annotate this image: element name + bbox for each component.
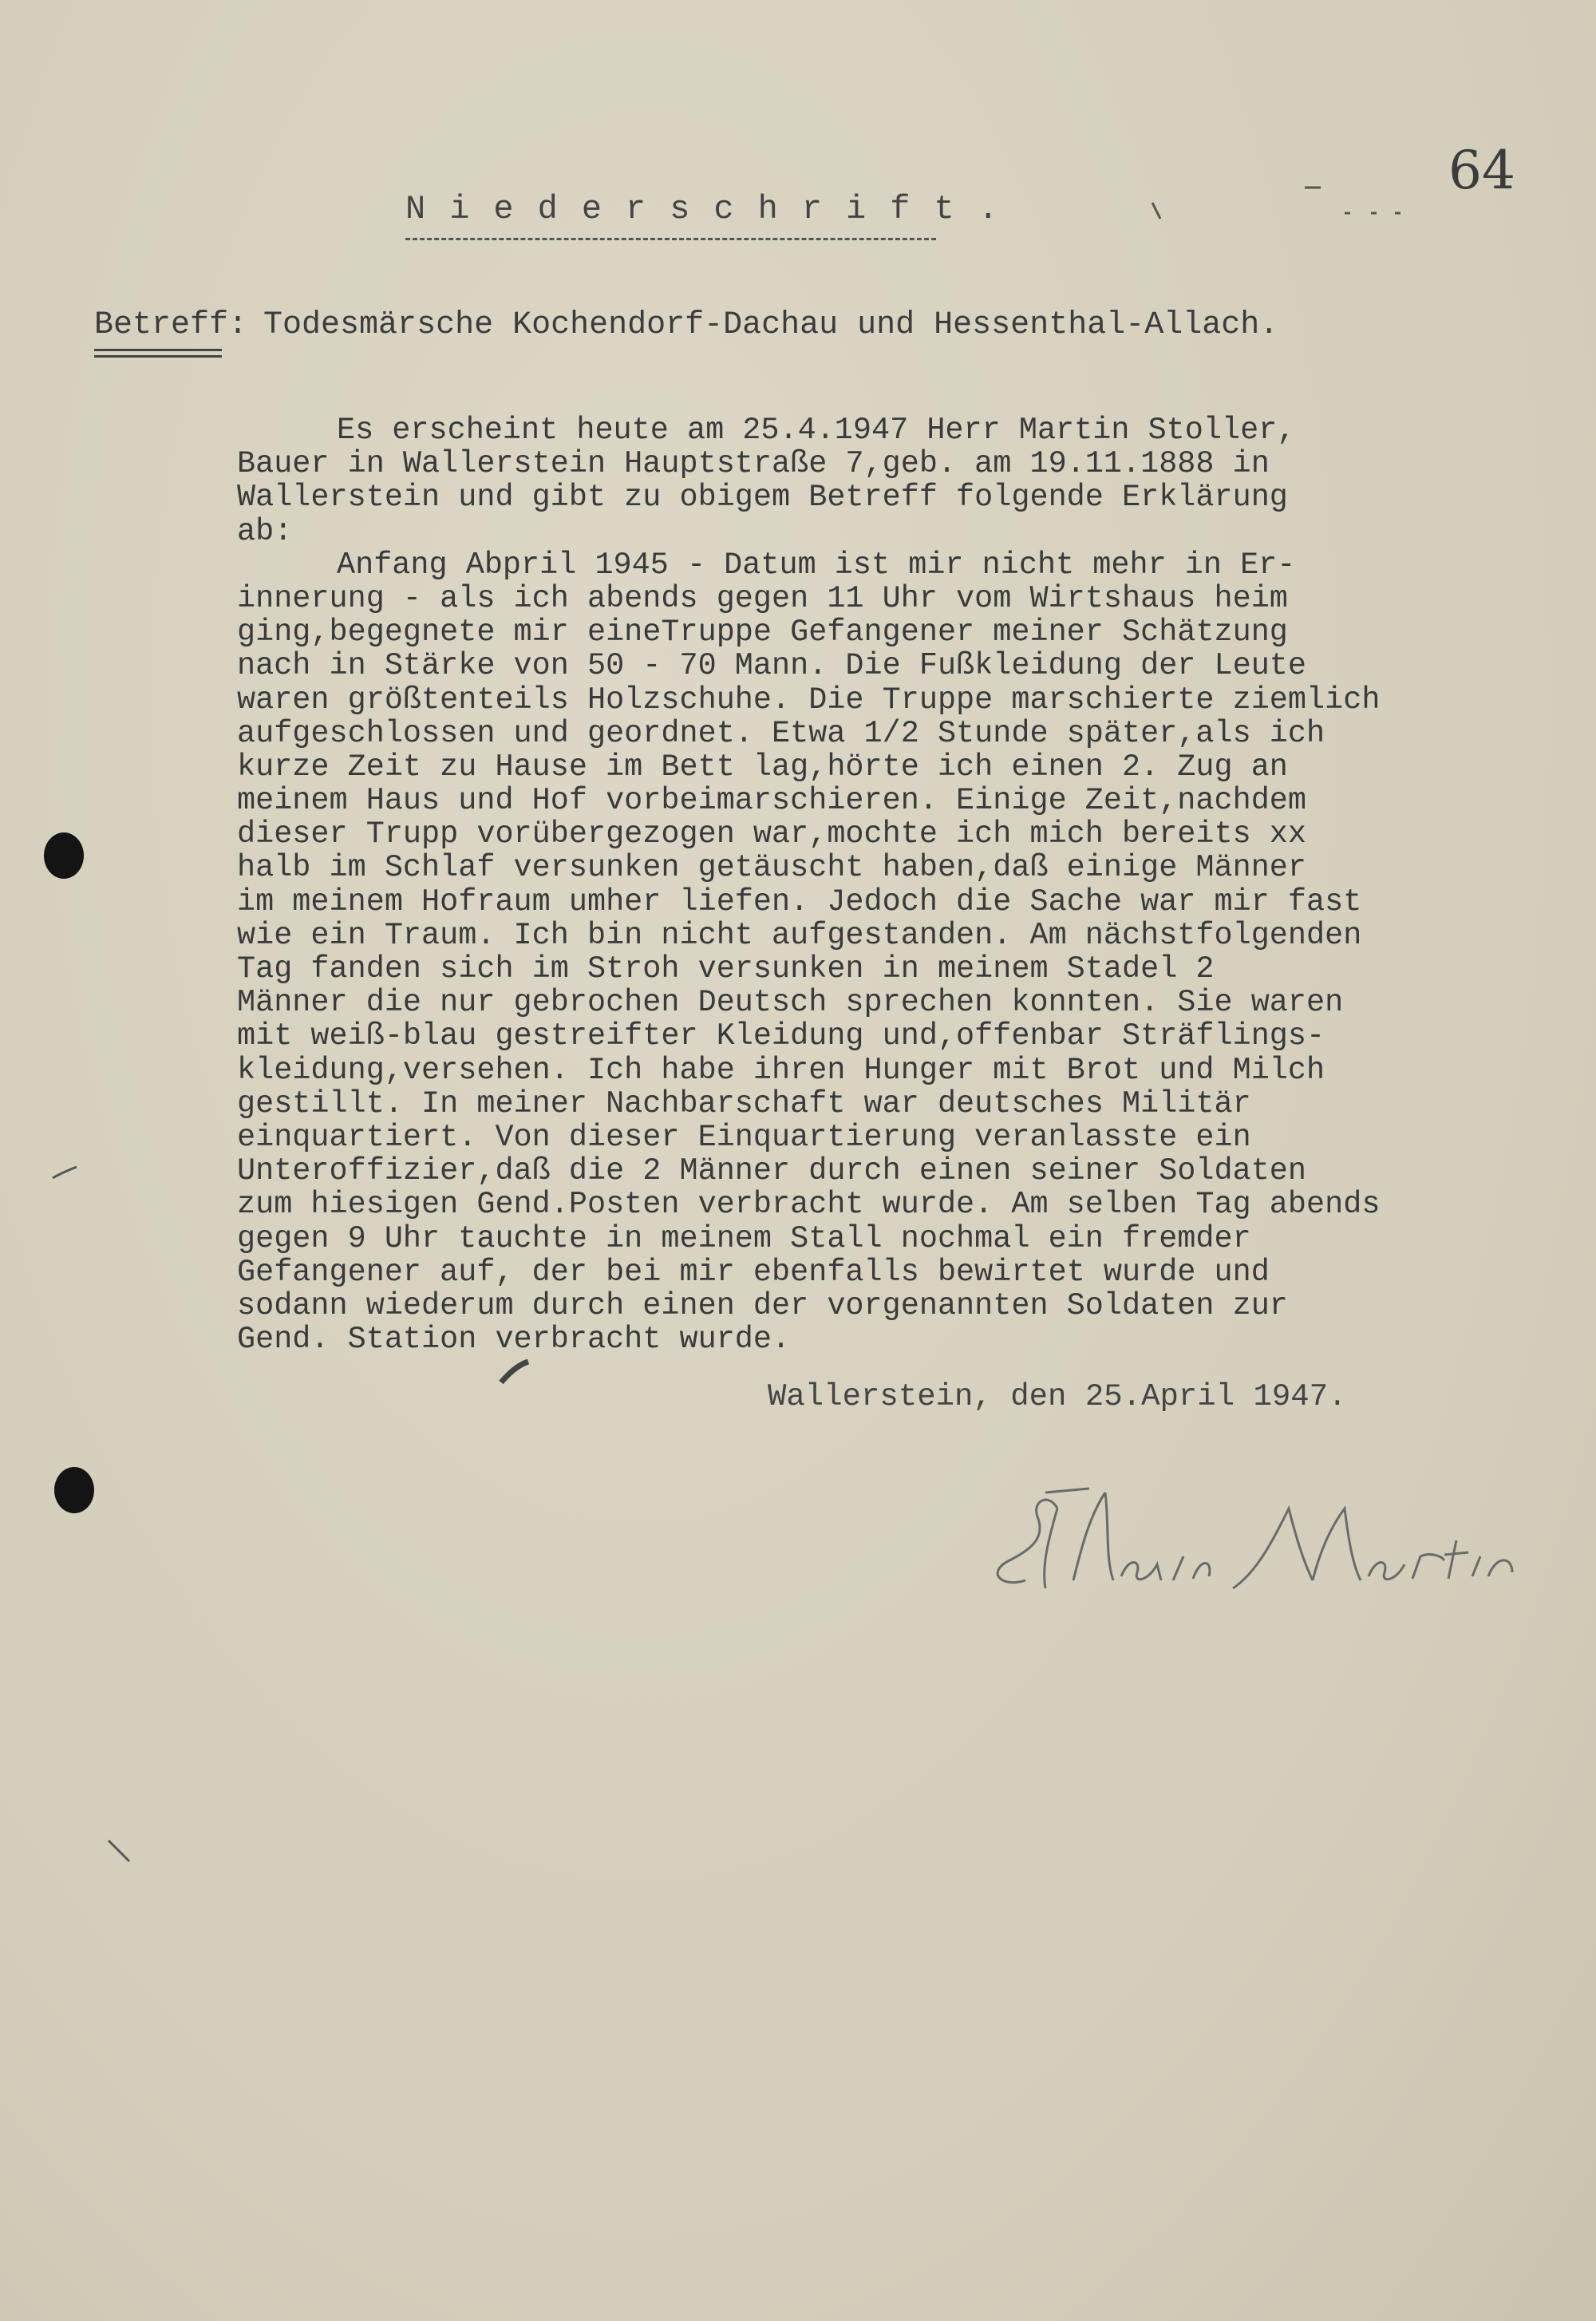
body-line: Unteroffizier,daß die 2 Männer durch einen seiner Soldaten: [237, 1153, 1307, 1189]
body-line: dieser Trupp vorübergezogen war,mochte ich mich bereits xx: [237, 817, 1307, 852]
body-line: Bauer in Wallerstein Hauptstraße 7,geb. am 19.11.1888 in: [237, 446, 1270, 482]
body-line: Gend. Station verbracht wurde.: [237, 1322, 791, 1358]
body-line: kurze Zeit zu Hause im Bett lag,hörte ich einen 2. Zug an: [237, 749, 1288, 785]
body-line: mit weiß-blau gestreifter Kleidung und,offenbar Sträflings-: [237, 1018, 1325, 1054]
punch-hole-bottom: [54, 1467, 94, 1513]
body-line: Wallerstein und gibt zu obigem Betreff folgende Erklärung: [237, 480, 1288, 516]
margin-dash-marks: [1301, 180, 1412, 219]
body-line: ging,begegnete mir eineTruppe Gefangener meiner Schätzung: [237, 615, 1288, 650]
body-line: kleidung,versehen. Ich habe ihren Hunger mit Brot und Milch: [237, 1052, 1325, 1088]
subject-label: Betreff:: [94, 307, 248, 343]
punch-hole-top: [44, 832, 84, 879]
subject-underline: [94, 349, 222, 351]
body-line: einquartiert. Von dieser Einquartierung veranlasste ein: [237, 1119, 1251, 1155]
body-line: Es erscheint heute am 25.4.1947 Herr Martin Stoller,: [337, 413, 1296, 448]
place-date: Wallerstein, den 25.April 1947.: [768, 1379, 1347, 1414]
subject-underline-second: [94, 355, 222, 358]
margin-slash-mark: [104, 1836, 136, 1868]
body-line: sodann wiederum durch einen der vorgenannten Soldaten zur: [237, 1287, 1288, 1323]
pen-blot-mark: [495, 1357, 535, 1389]
body-line: im meinem Hofraum umher liefen. Jedoch die Sache war mir fast: [237, 884, 1362, 919]
stray-tick-mark: [1149, 200, 1165, 223]
title-underline: [405, 238, 936, 240]
body-line: Tag fanden sich im Stroh versunken in meinem Stadel 2: [237, 951, 1215, 987]
body-line: gegen 9 Uhr tauchte in meinem Stall nochmal ein fremder: [237, 1220, 1251, 1256]
body-line: gestillt. In meiner Nachbarschaft war deutsches Militär: [237, 1085, 1251, 1121]
body-line: meinem Haus und Hof vorbeimarschieren. Einige Zeit,nachdem: [237, 783, 1307, 819]
body-line: Männer die nur gebrochen Deutsch sprechen konnten. Sie waren: [237, 985, 1344, 1021]
body-line: halb im Schlaf versunken getäuscht haben,daß einige Männer: [237, 850, 1307, 886]
body-line: Gefangener auf, der bei mir ebenfalls bewirtet wurde und: [237, 1254, 1270, 1290]
body-line: Anfang Abpril 1945 - Datum ist mir nicht mehr in Er-: [337, 547, 1296, 583]
body-line: innerung - als ich abends gegen 11 Uhr vom Wirtshaus heim: [237, 580, 1288, 616]
page-number: 64: [1448, 140, 1515, 201]
body-line: wie ein Traum. Ich bin nicht aufgestanden. Am nächstfolgenden: [237, 917, 1362, 953]
body-line: nach in Stärke von 50 - 70 Mann. Die Fußkleidung der Leute: [237, 648, 1307, 684]
body-line: waren größtenteils Holzschuhe. Die Truppe marschierte ziemlich: [237, 682, 1381, 718]
body-line: ab:: [237, 513, 293, 549]
body-line: aufgeschlossen und geordnet. Etwa 1/2 Stunde später,als ich: [237, 715, 1325, 751]
document-title: Niederschrift.: [405, 190, 1022, 228]
statement-body: [237, 413, 1482, 1356]
subject-text: Todesmärsche Kochendorf-Dachau und Hessenthal-Allach.: [263, 307, 1279, 343]
margin-pencil-mark: [49, 1164, 81, 1184]
signature-image: [970, 1461, 1520, 1620]
subject-line: [94, 307, 1278, 343]
body-line: zum hiesigen Gend.Posten verbracht wurde. Am selben Tag abends: [237, 1187, 1381, 1223]
